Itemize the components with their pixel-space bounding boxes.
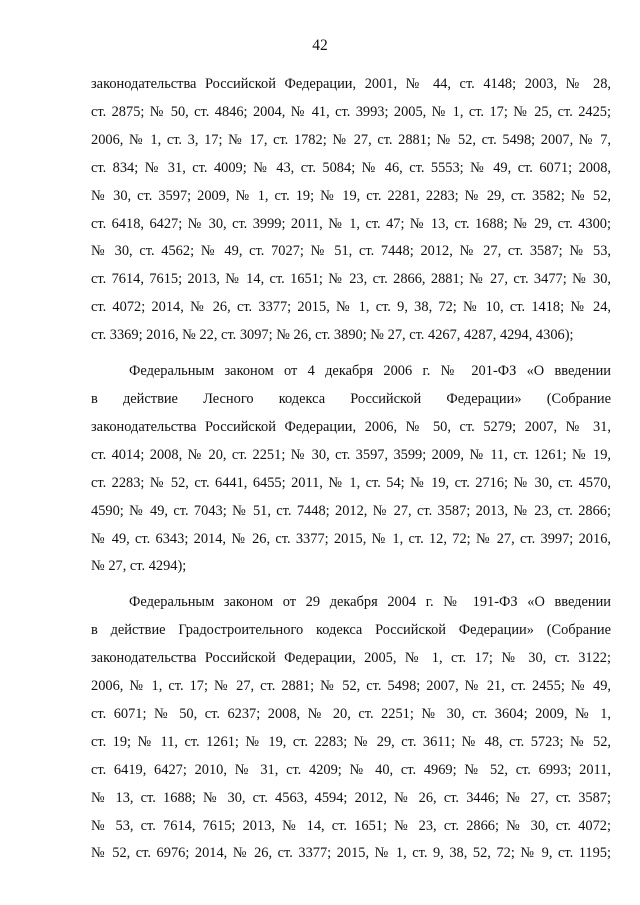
page-number: 42 [312,37,328,54]
document-body [91,71,611,876]
paragraph-3 [91,589,611,868]
text-line: ст. 4014; 2008, № 20, ст. 2251; № 30, ст. 3597, 3599; 2009, № 11, ст. 1261; № 19, [91,446,611,463]
text-line: законодательства Российской Федерации, 2005, № 1, ст. 17; № 30, ст. 3122; [91,650,611,667]
text-line: Федеральным законом от 4 декабря 2006 г. № 201-ФЗ «О введении [129,363,611,380]
text-line: ст. 834; № 31, ст. 4009; № 43, ст. 5084; № 46, ст. 5553; № 49, ст. 6071; 2008, [91,159,611,176]
text-line: ст. 3369; 2016, № 22, ст. 3097; № 26, ст. 3890; № 27, ст. 4267, 4287, 4294, 4306); [91,327,574,344]
text-line: ст. 19; № 11, ст. 1261; № 19, ст. 2283; № 29, ст. 3611; № 48, ст. 5723; № 52, [91,733,611,750]
text-line: № 53, ст. 7614, 7615; 2013, № 14, ст. 1651; № 23, ст. 2866; № 30, ст. 4072; [91,817,611,834]
text-line: законодательства Российской Федерации, 2006, № 50, ст. 5279; 2007, № 31, [91,418,611,435]
text-line: ст. 6418, 6427; № 30, ст. 3999; 2011, № 1, ст. 47; № 13, ст. 1688; № 29, ст. 4300; [91,215,611,232]
text-line: ст. 7614, 7615; 2013, № 14, ст. 1651; № 23, ст. 2866, 2881; № 27, ст. 3477; № 30, [91,271,611,288]
text-line: в действие Лесного кодекса Российской Федерации» (Собрание [91,390,611,407]
text-line: ст. 2875; № 50, ст. 4846; 2004, № 41, ст. 3993; 2005, № 1, ст. 17; № 25, ст. 2425; [91,103,611,120]
text-line: № 30, ст. 4562; № 49, ст. 7027; № 51, ст. 7448; 2012, № 27, ст. 3587; № 53, [91,243,611,260]
text-line: ст. 4072; 2014, № 26, ст. 3377; 2015, № 1, ст. 9, 38, 72; № 10, ст. 1418; № 24, [91,299,611,316]
text-line: № 27, ст. 4294); [91,558,187,575]
text-line: законодательства Российской Федерации, 2001, № 44, ст. 4148; 2003, № 28, [91,76,611,92]
text-line: № 49, ст. 6343; 2014, № 26, ст. 3377; 2015, № 1, ст. 12, 72; № 27, ст. 3997; 2016, [91,530,611,547]
text-line: ст. 2283; № 52, ст. 6441, 6455; 2011, № 1, ст. 54; № 19, ст. 2716; № 30, ст. 4570, [91,474,611,491]
paragraph-2 [91,358,611,581]
text-line: 4590; № 49, ст. 7043; № 51, ст. 7448; 2012, № 27, ст. 3587; 2013, № 23, ст. 2866; [91,502,611,519]
text-line: Федеральным законом от 29 декабря 2004 г. № 191-ФЗ «О введении [129,594,611,611]
text-line: № 30, ст. 3597; 2009, № 1, ст. 19; № 19, ст. 2281, 2283; № 29, ст. 3582; № 52, [91,187,611,204]
text-line: ст. 6419, 6427; 2010, № 31, ст. 4209; № 40, ст. 4969; № 52, ст. 6993; 2011, [91,761,611,778]
text-line: 2006, № 1, ст. 17; № 27, ст. 2881; № 52, ст. 5498; 2007, № 21, ст. 2455; № 49, [91,678,611,695]
text-line: ст. 6071; № 50, ст. 6237; 2008, № 20, ст. 2251; № 30, ст. 3604; 2009, № 1, [91,705,611,722]
text-line: № 13, ст. 1688; № 30, ст. 4563, 4594; 2012, № 26, ст. 3446; № 27, ст. 3587; [91,789,611,806]
text-line: в действие Градостроительного кодекса Российской Федерации» (Собрание [91,622,611,639]
text-line: 2006, № 1, ст. 3, 17; № 17, ст. 1782; № 27, ст. 2881; № 52, ст. 5498; 2007, № 7, [91,131,611,148]
paragraph-1 [91,71,611,350]
text-line: № 52, ст. 6976; 2014, № 26, ст. 3377; 2015, № 1, ст. 9, 38, 52, 72; № 9, ст. 1195; [91,845,611,862]
